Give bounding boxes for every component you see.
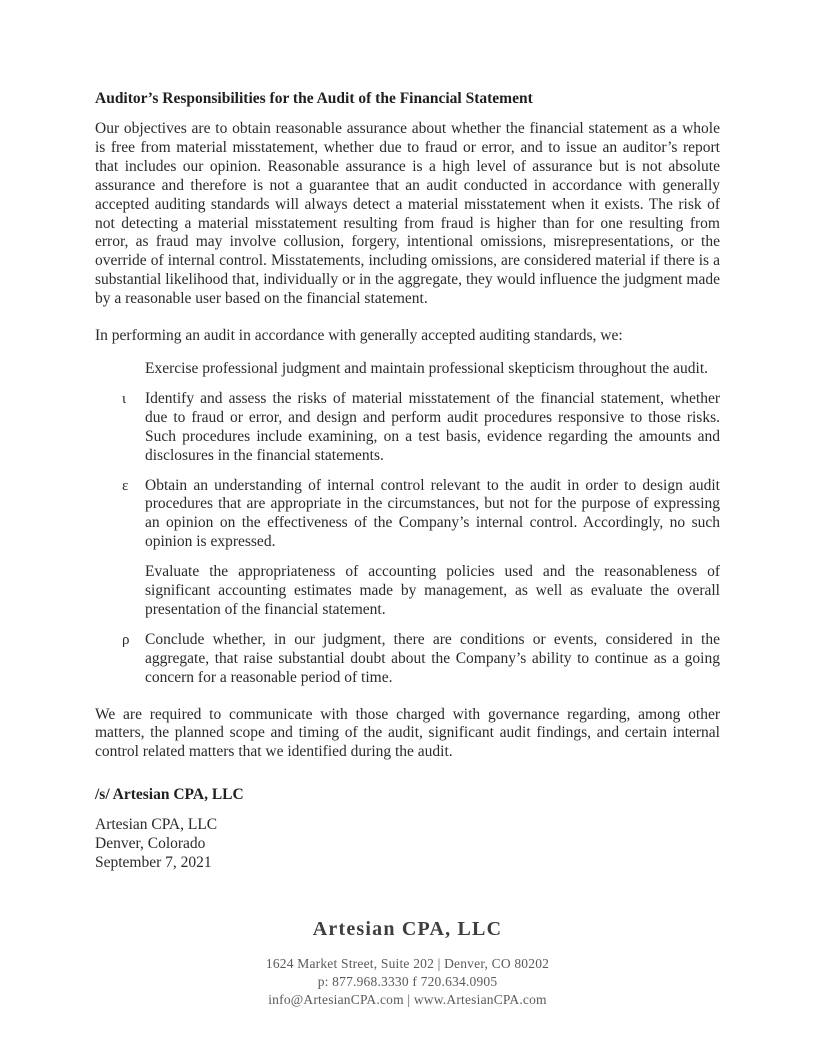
list-item bbox=[95, 390, 720, 466]
bullet-marker: ε bbox=[122, 477, 129, 494]
list-item-text: Obtain an understanding of internal control relevant to the audit in order to design audit procedures that are appropriate in the circumstances, but not for the purpose of expressing an opinion on the effectiveness of the Company’s internal control. Accordingly, no such opinion is expressed. bbox=[145, 476, 720, 551]
signature-city: Denver, Colorado bbox=[95, 835, 206, 853]
list-item bbox=[95, 477, 720, 553]
paragraph-intro: In performing an audit in accordance with generally accepted auditing standards, we: bbox=[95, 327, 623, 345]
list-item bbox=[95, 360, 720, 379]
paragraph-closing: We are required to communicate with those charged with governance regarding, among other matters, the planned scope and timing of the audit, significant audit findings, and certain internal control related matters that we identified during the audit. bbox=[95, 705, 720, 761]
signature-date: September 7, 2021 bbox=[95, 854, 212, 872]
bullet-marker bbox=[122, 563, 145, 620]
paragraph-objectives: Our objectives are to obtain reasonable assurance about whether the financial statement as a whole is free from material misstatement, whether due to fraud or error, and to issue an auditor’s report that includes our opinion. Reasonable assurance is a high level of assurance but is not absolute assurance and therefore is not a guarantee that an audit conducted in accordance with generally accepted auditing standards will always detect a material misstatement when it exists. The risk of not detecting a material misstatement resulting from fraud is higher than for one resulting from error, as fraud may involve collusion, forgery, intentional omissions, misrepresentations, or the override of internal control. Misstatements, including omissions, are considered material if there is a substantial likelihood that, individually or in the aggregate, they would influence the judgment made by a reasonable user based on the financial statement. bbox=[95, 120, 720, 308]
footer-address: 1624 Market Street, Suite 202 | Denver, CO 80202 bbox=[265, 956, 550, 971]
footer-contact: info@ArtesianCPA.com | www.ArtesianCPA.com bbox=[268, 991, 547, 1007]
footer-phone: p: 877.968.3330 f 720.634.0905 bbox=[317, 973, 498, 989]
signature-block bbox=[95, 786, 720, 873]
footer-firm-name: Artesian CPA, LLC bbox=[312, 918, 503, 940]
letterhead-footer bbox=[0, 918, 815, 1008]
bullet-marker: ι bbox=[122, 390, 127, 407]
list-item bbox=[95, 563, 720, 620]
list-item-text: Exercise professional judgment and maintain professional skepticism throughout the audit. bbox=[145, 359, 709, 377]
bullet-marker bbox=[122, 360, 145, 379]
responsibilities-list bbox=[95, 360, 720, 688]
list-item-text: Identify and assess the risks of material misstatement of the financial statement, whether due to fraud or error, and design and perform audit procedures responsive to those risks. Such procedures include examining, on a test basis, evidence regarding the amounts and disclosures in the financial statements. bbox=[145, 389, 720, 464]
list-item-text: Evaluate the appropriateness of accounting policies used and the reasonableness of significant accounting estimates made by management, as well as evaluate the overall presentation of the financial statement. bbox=[145, 563, 720, 618]
list-item-text: Conclude whether, in our judgment, there are conditions or events, considered in the aggregate, that raise substantial doubt about the Company’s ability to continue as a going concern for a reasonable period of time. bbox=[145, 630, 720, 686]
signature-line: /s/ Artesian CPA, LLC bbox=[95, 786, 244, 804]
list-item bbox=[95, 631, 720, 688]
signature-firm: Artesian CPA, LLC bbox=[95, 816, 218, 834]
section-heading: Auditor’s Responsibilities for the Audit of the Financial Statement bbox=[95, 90, 533, 107]
bullet-marker: ρ bbox=[122, 631, 130, 648]
